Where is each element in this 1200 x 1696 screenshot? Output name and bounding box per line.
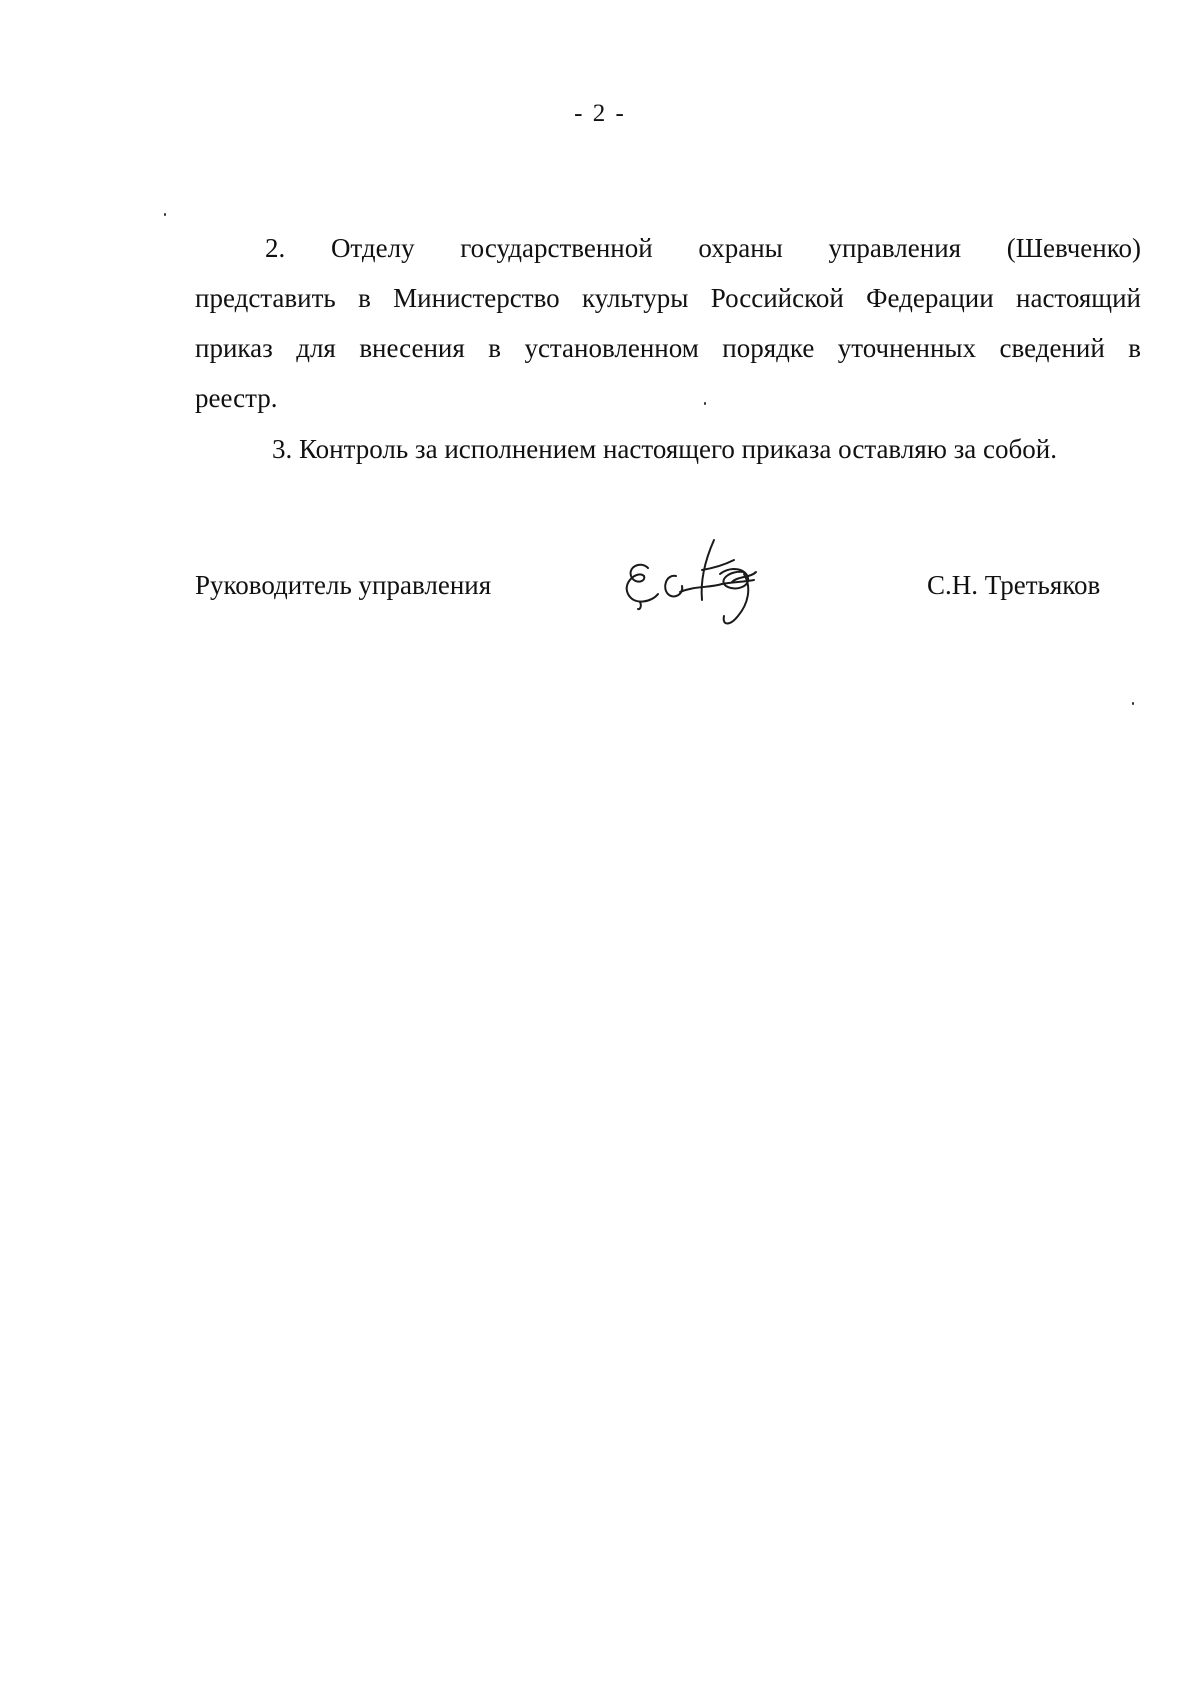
word: порядке <box>722 333 815 363</box>
handwritten-signature <box>618 530 798 645</box>
scan-speck <box>164 213 166 216</box>
signatory-title: Руководитель управления <box>195 570 492 600</box>
word: установленном <box>524 333 699 363</box>
word: государственной <box>460 233 653 263</box>
scan-speck <box>1132 702 1134 705</box>
word: Министерство <box>393 283 560 313</box>
word: охраны <box>698 233 783 263</box>
paragraph-2-line-1 <box>195 223 1141 273</box>
word: в <box>358 283 371 313</box>
word: управления <box>828 233 962 263</box>
word: (Шевченко) <box>1006 233 1141 263</box>
word: реестр. <box>195 383 278 413</box>
word: в <box>1128 333 1141 363</box>
word: внесения <box>359 333 465 363</box>
word: Отделу <box>330 233 415 263</box>
word: уточненных <box>837 333 977 363</box>
page-number: - 2 - <box>574 100 626 127</box>
paragraph-2-line-3 <box>195 323 1141 373</box>
word: для <box>296 333 336 363</box>
word: Федерации <box>866 283 994 313</box>
paragraph-2 <box>195 223 1141 423</box>
word: в <box>488 333 501 363</box>
word: представить <box>195 283 336 313</box>
word: приказ <box>195 333 273 363</box>
paragraph-2-line-4 <box>195 373 1141 423</box>
paragraph-2-number: 2. <box>265 233 286 263</box>
word: Российской <box>710 283 844 313</box>
signatory-name: С.Н. Третьяков <box>927 570 1101 600</box>
word: сведений <box>999 333 1105 363</box>
word: настоящий <box>1016 283 1141 313</box>
word: культуры <box>582 283 689 313</box>
paragraph-3: 3. Контроль за исполнением настоящего приказа оставляю за собой. <box>272 434 1057 464</box>
paragraph-2-line-2 <box>195 273 1141 323</box>
